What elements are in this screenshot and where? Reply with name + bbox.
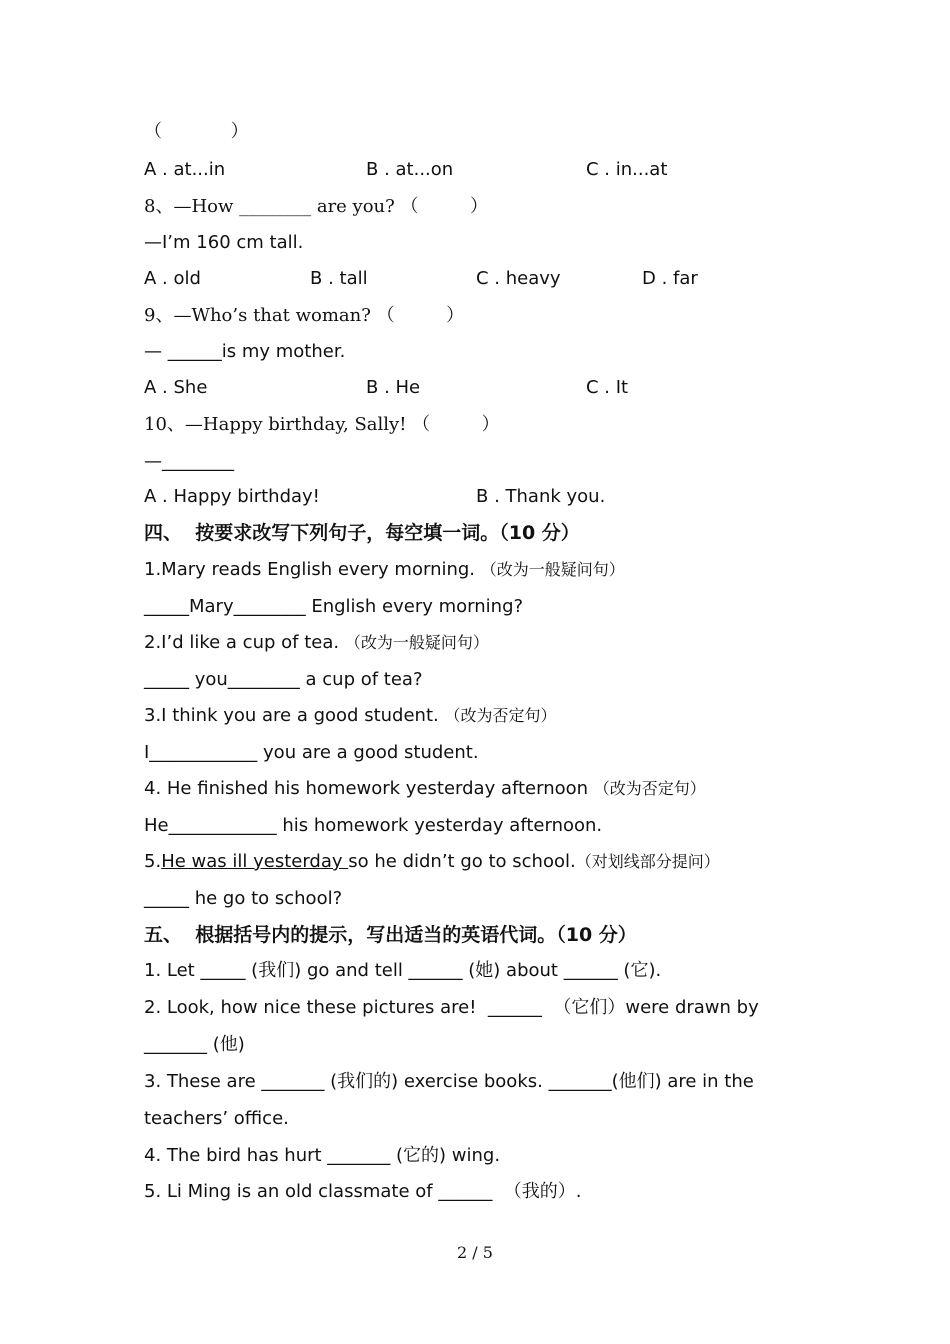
s4-item2-text: 2.I’d like a cup of tea.	[144, 632, 345, 653]
s4-item4-note: （改为否定句）	[593, 779, 706, 798]
s4-item3	[144, 704, 556, 728]
q10-option-a: A . Happy birthday!	[144, 486, 320, 507]
s4-item4-text: 4. He finished his homework yesterday afternoon	[144, 778, 594, 799]
s4-item5-rest: so he didn’t go to school.	[348, 851, 576, 872]
s4-item1-text: 1.Mary reads English every morning.	[144, 559, 481, 580]
q10-answer: —________	[144, 451, 234, 472]
s5-line5: teachers’ office.	[144, 1108, 289, 1129]
q8-option-c: C . heavy	[476, 268, 561, 289]
s4-item1-note: （改为一般疑问句）	[480, 560, 625, 579]
q8-option-d: D . far	[642, 268, 698, 289]
q7-option-c: C . in...at	[586, 159, 668, 180]
section5-title: 五、 根据括号内的提示，写出适当的英语代词。（10 分）	[144, 924, 637, 946]
s5-line7: 5. Li Ming is an old classmate of ______ （我的）.	[144, 1181, 582, 1202]
q8-option-b: B . tall	[310, 268, 368, 289]
q9-answer: — ______is my mother.	[144, 341, 346, 362]
s5-line6: 4. The bird has hurt _______ (它的) wing.	[144, 1145, 501, 1166]
q9-option-c: C . It	[586, 377, 629, 398]
q7-option-a: A . at...in	[144, 159, 226, 180]
s5-line2: 2. Look, how nice these pictures are! ______ （它们）were drawn by	[144, 997, 759, 1018]
s4-item5	[144, 850, 720, 874]
s4-item5-note: （对划线部分提问）	[575, 852, 720, 871]
s4-item2	[144, 631, 489, 655]
s4-item4-blank: He____________ his homework yesterday afternoon.	[144, 815, 603, 836]
q10-question: 10、—Happy birthday, Sally! （ ）	[144, 414, 500, 435]
s4-item5-prefix: 5.	[144, 851, 162, 872]
section4-title: 四、 按要求改写下列句子，每空填一词。（10 分）	[144, 522, 580, 544]
q7-answer-paren: （ ）	[144, 121, 249, 142]
q10-option-b: B . Thank you.	[476, 486, 606, 507]
s4-item2-blank: _____ you________ a cup of tea?	[144, 669, 423, 690]
q9-option-b: B . He	[366, 377, 421, 398]
s5-line4: 3. These are _______ (我们的) exercise books. _______(他们) are in the	[144, 1071, 754, 1092]
s4-item3-blank: I____________ you are a good student.	[144, 742, 479, 763]
q8-option-a: A . old	[144, 268, 201, 289]
s5-line3: _______ (他)	[144, 1034, 245, 1055]
q8-question: 8、—How ________ are you? （ ）	[144, 196, 489, 217]
s4-item3-text: 3.I think you are a good student.	[144, 705, 445, 726]
page-number: 2 / 5	[457, 1243, 493, 1262]
s4-item2-note: （改为一般疑问句）	[344, 633, 489, 652]
q9-question: 9、—Who’s that woman? （ ）	[144, 305, 465, 326]
q7-option-b: B . at...on	[366, 159, 454, 180]
s4-item4	[144, 777, 706, 801]
s4-item3-note: （改为否定句）	[444, 706, 557, 725]
s4-item1-blank: _____Mary________ English every morning?	[144, 596, 524, 617]
q9-option-a: A . She	[144, 377, 208, 398]
s5-line1: 1. Let _____ (我们) go and tell ______ (她) about ______ (它).	[144, 960, 662, 981]
s4-item5-blank: _____ he go to school?	[144, 888, 343, 909]
q8-answer: —I’m 160 cm tall.	[144, 232, 304, 253]
s4-item5-underlined: He was ill yesterday	[161, 851, 349, 872]
s4-item1	[144, 558, 625, 582]
